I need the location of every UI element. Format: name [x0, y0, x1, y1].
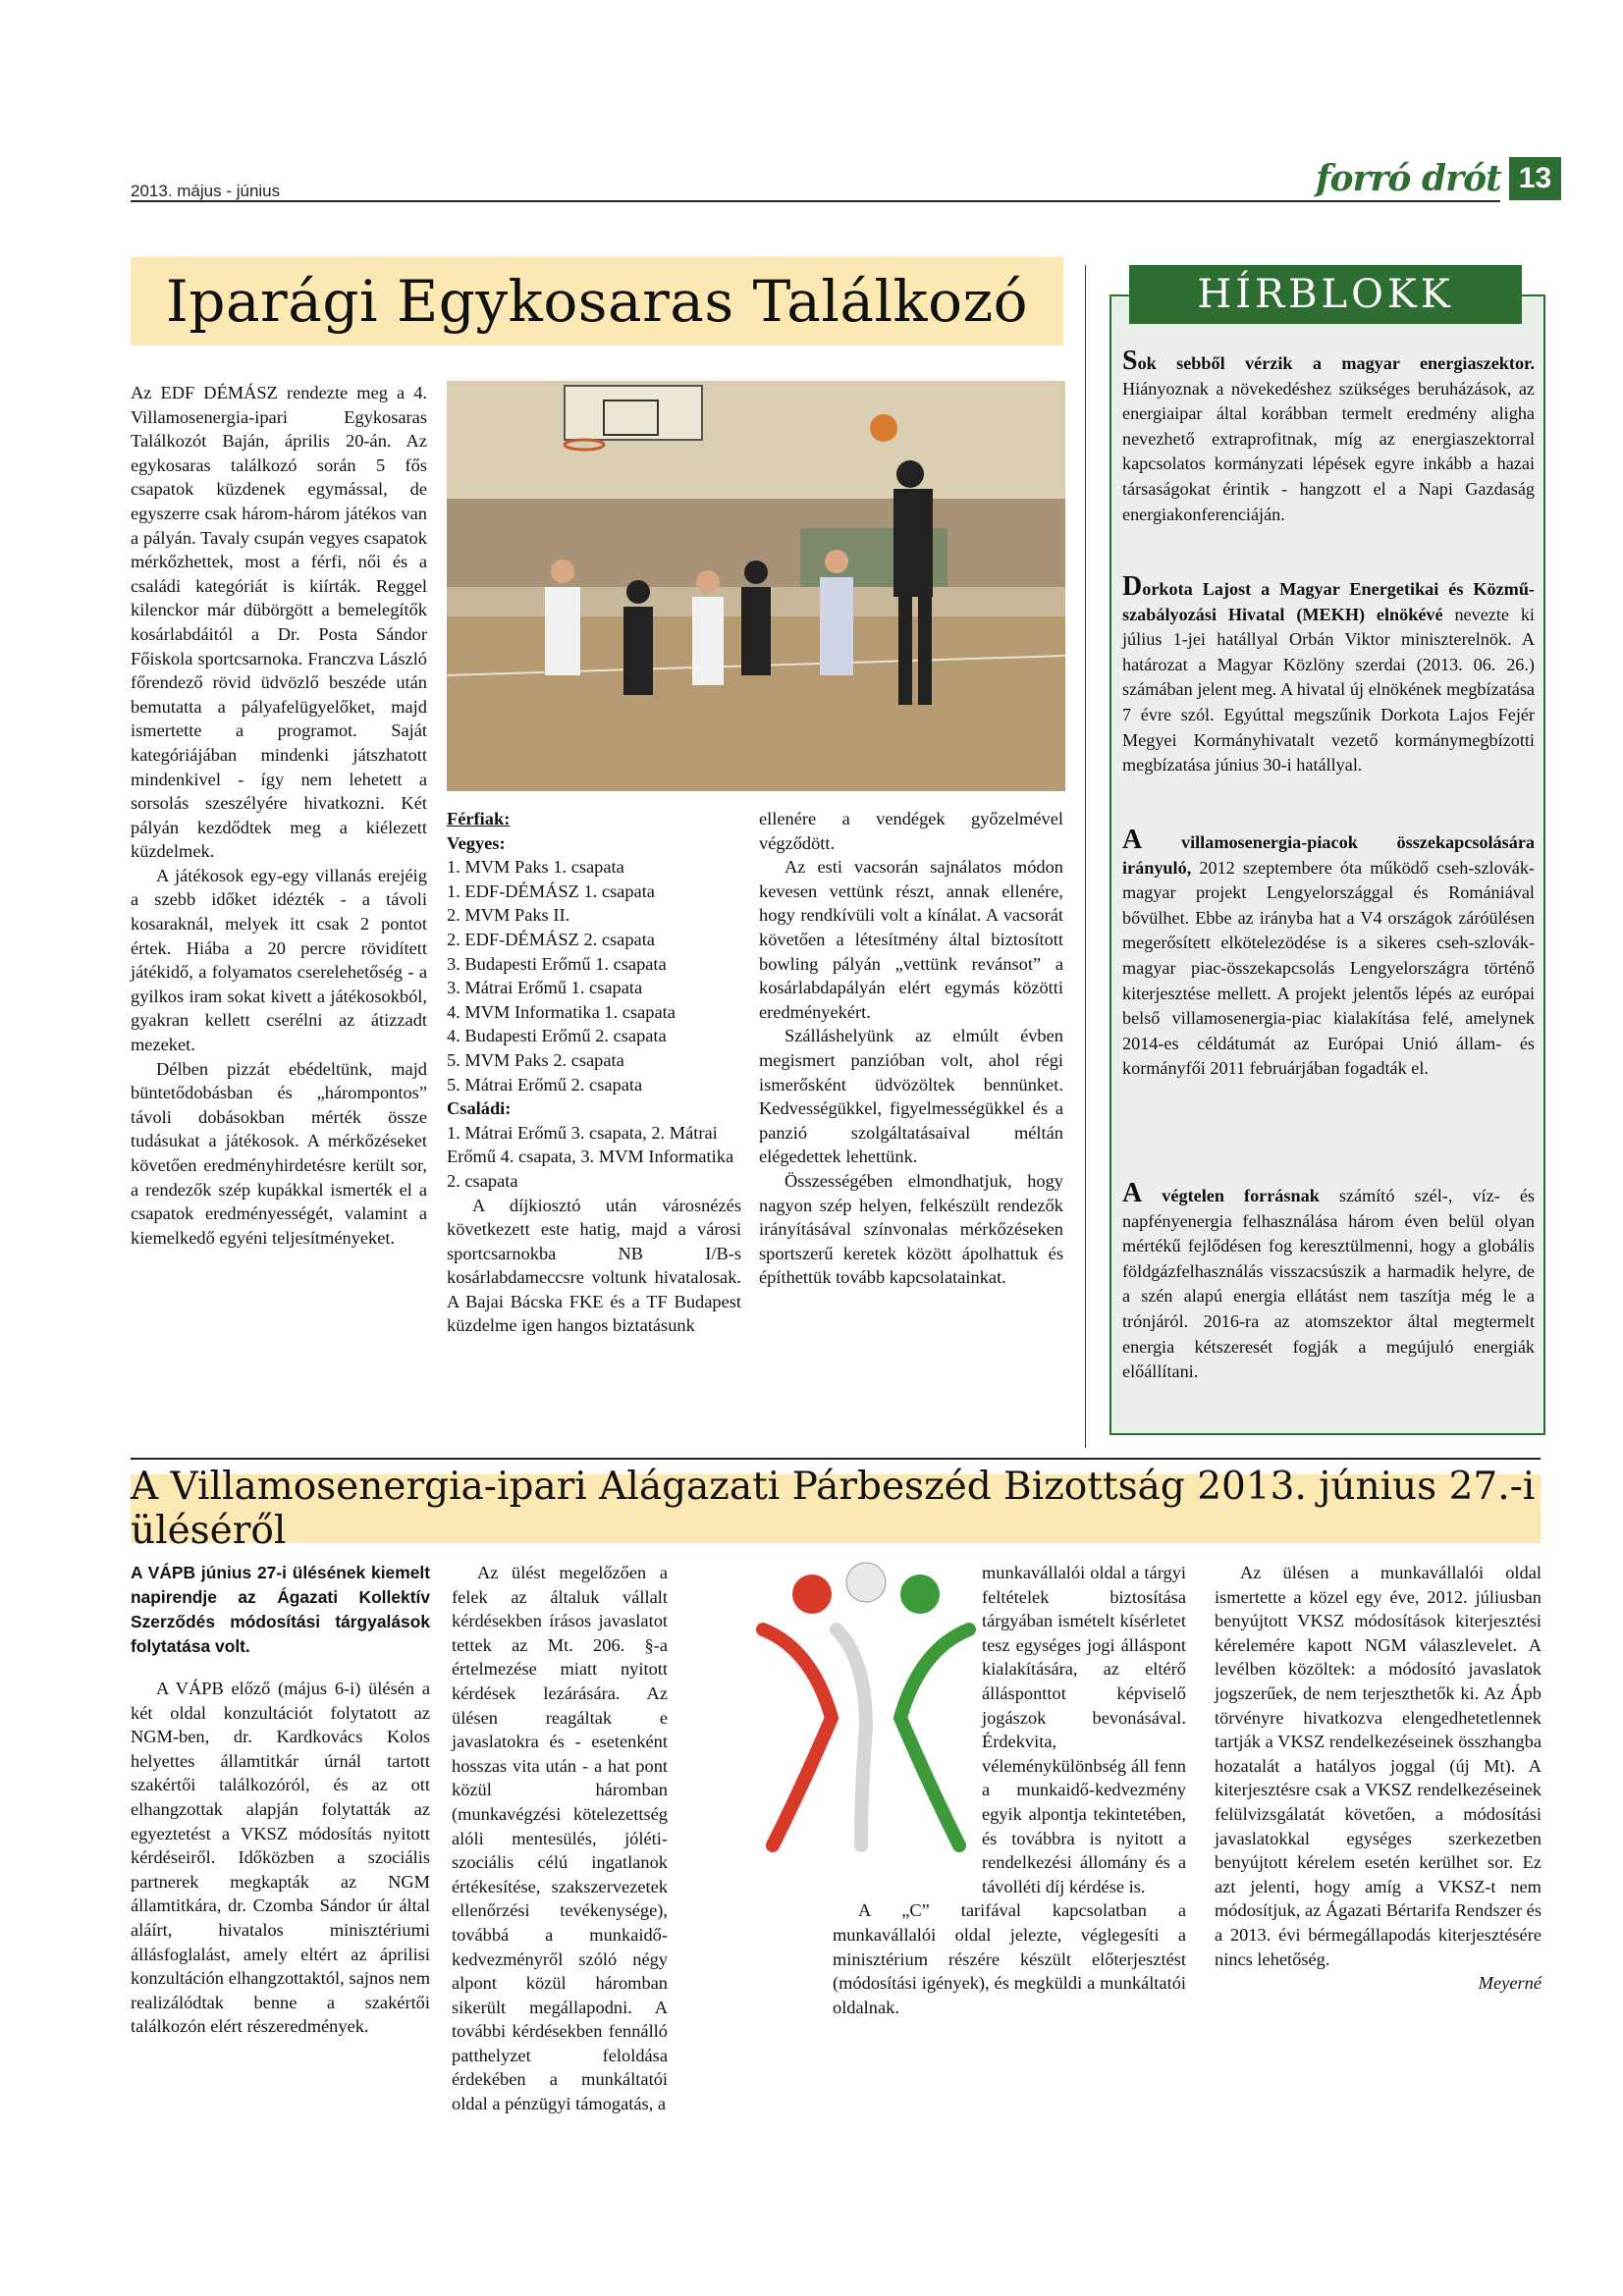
hirblokk-item: [1122, 1178, 1535, 1385]
article1-paragraph: Szálláshelyünk az elmúlt évben megismert panzióban volt, ahol régi ismerősként üdvözöltek bennünket. Kedvességükkel, figyelmességükkel és a panzió szolgáltatásaival méltán elégedettek lehettünk.: [759, 1026, 1063, 1167]
results-item: 4. Budapesti Erőmű 2. csapata: [447, 1026, 667, 1046]
hirblokk-lead: végtelen forrásnak: [1142, 1186, 1320, 1205]
article2-lead: A VÁPB június 27-i ülésének kiemelt napirendje az Ágazati Kollektív Szerződés módosítási tárgyalások folytatása volt.: [131, 1563, 430, 1656]
article2-paragraph: A VÁPB előző (május 6-i) ülésén a két oldal konzultációt folytatott az NGM-ben, dr. Kardkovács Kolos helyettes államtitkár úrnál tartott szakértői találkozóról, és az ott elhangzottak alapján folytatták az egyeztetést a VKSZ módosítás nyitott kérdéseiről. Időközben a szociális partnerek megkapták az NGM államtitkára, dr. Czomba Sándor úr által aláírt, hivatalos minisztériumi állásfoglalást, amely eltért az áprilisi konzultáción elhangzottaktól, sajnos nem realizálódtak benne a szakértői találkozón elért részeredmények.: [131, 1679, 430, 2037]
issue-date: 2013. május - június: [131, 182, 281, 200]
results-item: 4. MVM Informatika 1. csapata: [447, 1001, 676, 1022]
article2-paragraph: Az ülésen a munkavállalói oldal ismertette a közel egy éve, 2012. júliusban benyújtott VKSZ módosítások kiterjesztési kérelemére kapott NGM válaszlevelet. A levélben közöltek: a módosító javaslatok jogszerűek, de nem terjeszthetők ki. Az Ápb törvényre hivatkozva elengedhetetlennek tartják a VKSZ rendelkezéseinek összhangba hozatalát a hatályos joggal (új Mt). A kiterjesztésre csak a VKSZ rendelkezéseinek felülvizsgálatát követően, a módosítási javaslatokkal egységes szerkezetben benyújtott kérelem esetén kerülhet sor. Ez azt jelenti, hogy amíg a VKSZ-t nem módosítjuk, az Ágazati Bértarifa Rendszer és a 2013. évi bérmegállapodás kiterjesztésére nincs lehetőség.: [1215, 1563, 1542, 1969]
masthead: [1316, 157, 1561, 200]
article2-col4: [1215, 1561, 1542, 1996]
results-item: 3. Mátrai Erőmű 1. csapata: [447, 978, 643, 998]
article1-paragraph: Az esti vacsorán sajnálatos módon kevesen vettünk részt, annak ellenére, hogy rendkívüli volt a kínálat. A vacsorát követően a létesítmény által biztosított bowling pályán „vettünk revánsot” a kosárlabdapályán elért egymás közötti eredményekért.: [759, 857, 1063, 1022]
hirblokk-text: nevezte ki július 1-jei hatállyal Orbán Viktor miniszterelnök. A határozat a Magyar Közlöny szerdai (2013. 06. 26.) számában jelent meg. A hivatal új elnökének megbízatása 7 évre szól. Egyúttal megszűnik Dorkota Lajos Fejér Megyei Kormányhivatalt vezető kormánymegbízotti megbízatása június 30-i hatállyal.: [1122, 604, 1535, 775]
page-number: 13: [1509, 157, 1561, 200]
hirblokk-title: HÍRBLOKK: [1129, 265, 1522, 324]
masthead-name: forró drót: [1316, 158, 1501, 199]
hirblokk-lead: orkota Lajost a Magyar Energetikai és Közmű-szabályozási Hivatal (MEKH) elnökévé: [1122, 579, 1535, 624]
article2-paragraph: A „C” tarifával kapcsolatban a munkavállalói oldal jelezte, véglegesíti a minisztérium részére készült előterjesztést (módosítási igények), és megküldi a munkáltatói oldalnak.: [833, 1900, 1186, 2017]
article1-title-banner: [131, 257, 1063, 346]
drop-cap: D: [1122, 571, 1143, 602]
results-item: 1. MVM Paks 1. csapata: [447, 857, 624, 878]
article1-paragraph: Összességében elmondhatjuk, hogy nagyon szép helyen, felkészült rendezők irányításával színvonalas mérkőzéseken sportszerű keretek között ápolhattuk és építhettük tovább kapcsolatainkat.: [759, 1170, 1063, 1288]
article1-paragraph: A díjkiosztó után városnézés következett este hatig, majd a városi sportcsarnokba NB I/B-s kosárlabdameccsre voltunk hivatalosak. A Bajai Bácska FKE és a TF Budapest küzdelme igen hangos biztatásunk: [447, 1195, 741, 1336]
results-family: 1. Mátrai Erőmű 3. csapata, 2. Mátrai Erőmű 4. csapata, 3. MVM Informatika 2. csapata: [447, 1122, 734, 1191]
section-rule: [131, 1458, 1541, 1460]
article1-paragraph: Délben pizzát ebédeltünk, majd büntetődobásban és „hárompontos” távoli dobásokban mérték össze tudásukat a játékosok. A mérkőzéseket követően eredményhirdetésre került sor, a rendezők szép kupákkal ismerték el a csapatok eredményességét, valamint a kiemelkedő egyéni teljesítményeket.: [131, 1058, 427, 1248]
basketball-photo-image: [447, 381, 1065, 791]
hirblokk-item: [1122, 571, 1535, 778]
hirblokk-lead: villamosenergia-piacok összekapcsolására irányuló,: [1122, 832, 1535, 878]
results-item: 1. EDF-DÉMÁSZ 1. csapata: [447, 881, 655, 901]
results-list: [447, 807, 741, 1338]
results-item: 5. MVM Paks 2. csapata: [447, 1049, 624, 1070]
results-item: 2. EDF-DÉMÁSZ 2. csapata: [447, 929, 655, 949]
hirblokk-text: Hiányoznak a növekedéshez szükséges beruházások, az energiaipar által korábban termelt eredmény aligha nevezhető extraprofitnak, míg az energiaszektorral kapcsolatos kormányzati lépések egyre inkább a hazai társaságokat érintik - hangzott el a Napi Gazdaság energiakonferenciáján.: [1122, 378, 1535, 524]
results-item: 5. Mátrai Erőmű 2. csapata: [447, 1074, 643, 1095]
results-mixed-label: Vegyes:: [447, 832, 506, 853]
article1-col1: [131, 381, 427, 1250]
hirblokk-text: számító szél-, víz- és napfényenergia felhasználása három éven belül olyan mértékű fejlődésen fog keresztülmenni, hogy a globális földgázfelhasználás visszacsúszik a harmadik helyre, de a szén alapú energia ellátást nem taszítja még le a trónjáról. 2016-ra az atomszektor által megtermelt energia kétszeresét fogják a megújuló energiák előállítani.: [1122, 1186, 1535, 1382]
results-item: 2. MVM Paks II.: [447, 905, 570, 926]
article2-paragraph: munkavállalói oldal a tárgyi feltételek biztosítása tárgyában ismételt kísérletet tesz egységes jogi álláspont kialakítására, az eltérő állásponttot képviselő jogászok bevonásával. Érdekvita, véleménykülönbség áll fenn a munkaidő-kedvezmény egyik alpontja tekintetében, és továbbra is nyitott a rendelkezési állomány és a távolléti díj kérdése is.: [982, 1563, 1186, 1896]
article1-paragraph: Az EDF DÉMÁSZ rendezte meg a 4. Villamosenergia-ipari Egykosaras Találkozót Baján, április 20-án. Az egykosaras találkozó során 5 fős csapatok küzdenek egymással, de egyszerre csak három-három játékos van a pályán. Tavaly csupán vegyes csapatok mérkőzhettek, most a férfi, női és a családi kategóriát is kiírták. Reggel kilenckor már dübörgött a bemelegítők kosárlabdáitól a Dr. Posta Sándor Főiskola sportcsarnoka. Franczva László főrendező rövid üdvözlő beszéde után bemutatta a pályafelügyelőket, majd ismertette a programot. Saját kategóriájában mindenki játszhatott mindenkivel - így nem lehetett a sorsolás szeszélyére hivatkozni. Két pályán kezdődtek meg a kiélezett küzdelmek.: [131, 383, 427, 862]
header-rule: [131, 200, 1500, 202]
hirblokk-text: 2012 szeptembere óta működő cseh-szlovák-magyar projekt Lengyelországgal és Romániával bővülhet. Ebbe az irányba hat a V4 országok záróülésen megerősített elkötelezödése is a sikeres cseh-szlovák-magyar piac-összekapcsolás Lengyelországra történő kiterjesztése mellett. A projekt jelentős lépés az európai belső villamosenergia-piac kialakítása felé, amelynek 2014-es céldátumát az Európai Unió állam- és kormányfői 2011 februárjában fogadták el.: [1122, 857, 1535, 1079]
results-men-label: Férfiak:: [447, 809, 511, 828]
article1-col3: [759, 807, 1063, 1290]
article2-title: A Villamosenergia-ipari Alágazati Párbeszéd Bizottság 2013. június 27.-i üléséről: [131, 1465, 1536, 1553]
hirblokk-item: [1122, 825, 1535, 1082]
article2-title-banner: [131, 1465, 1541, 1553]
basketball-photo: [447, 381, 1065, 791]
article2-paragraph: Az ülést megelőzően a felek az általuk vállalt kérdésekben írásos javaslatot tettek az Mt. 206. §-a értelmezése miatt nyitott kérdések lezárására. Az ülésen reagáltak e javaslatokra és - esetenként hosszas vita után - a hat pont közül háromban (munkavégzési kötelezettség alóli mentesülés, jóléti-szociális célú ingatlanok értékesítése, szakszervezetek ellenőrzési tevékenysége), továbbá a munkaidő-kedvezményről szóló négy alpont közül háromban sikerült megállapodni. A további kérdésekben fennálló patthelyzet feloldása érdekében a munkáltatói oldal a pénzügyi támogatás, a: [452, 1563, 668, 2114]
drop-cap: A: [1122, 1178, 1143, 1208]
column-divider: [1085, 265, 1086, 1448]
results-family-label: Családi:: [447, 1098, 512, 1119]
article1-paragraph: ellenére a vendégek győzelmével végződött.: [759, 809, 1063, 853]
drop-cap: A: [1122, 825, 1143, 855]
results-item: 3. Budapesti Erőmű 1. csapata: [447, 953, 667, 974]
article2-col3-wrap: [833, 1561, 1186, 2019]
hirblokk-item: [1122, 346, 1535, 527]
hirblokk-lead: ok sebből vérzik a magyar energiaszektor.: [1137, 353, 1535, 373]
article1-paragraph: A játékosok egy-egy villanás erejéig a szebb időket idézték - a távoli kosaraknál, melyek itt csak 2 pontot értek. Hiába a 20 percre rövidített játékidő, a folyamatos cserelehetőség - a gyilkos iram sokat kivett a játékosokból, gyakran kellett cserélni az átizzadt mezeket.: [131, 865, 427, 1055]
article2-col1: [131, 1561, 430, 2039]
article1-title: Iparági Egykosaras Találkozó: [165, 268, 1029, 335]
drop-cap: S: [1122, 346, 1138, 376]
article2-signature: Meyerné: [1478, 1973, 1542, 1994]
